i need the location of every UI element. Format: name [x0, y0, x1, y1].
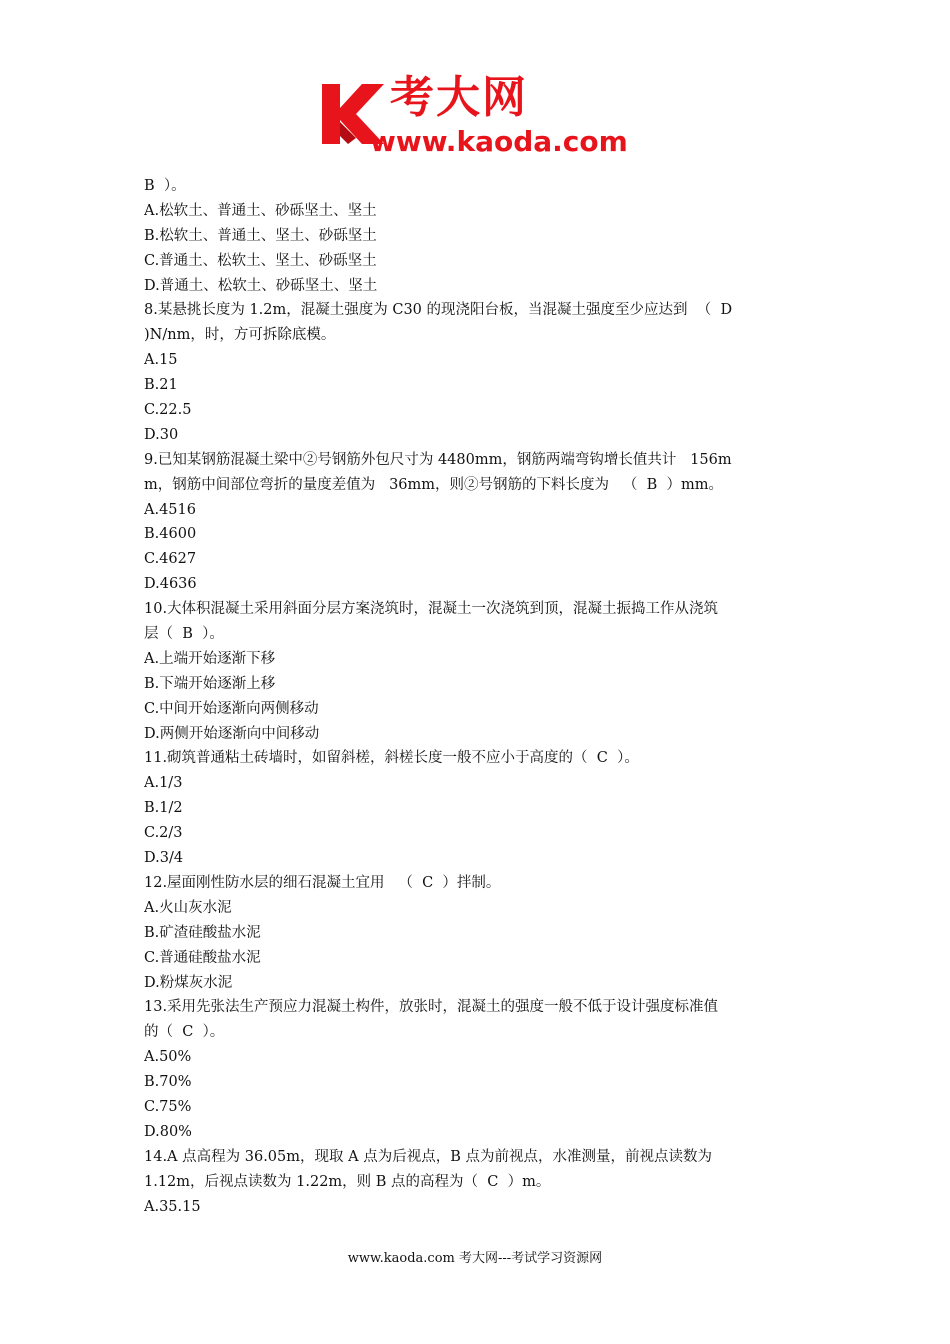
question-line: 13.采用先张法生产预应力混凝土构件，放张时，混凝土的强度一般不低于设计强度标准值 [144, 999, 719, 1016]
question-line: 1.12m，后视点读数为 1.22m，则 B 点的高程为（ C ）m。 [144, 1173, 551, 1190]
option-line: B.下端开始逐渐上移 [144, 675, 276, 692]
option-line: A.50% [144, 1049, 192, 1066]
option-line: C.中间开始逐渐向两侧移动 [144, 700, 319, 717]
question-line: 8.某悬挑长度为 1.2m，混凝土强度为 C30 的现浇阳台板，当混凝土强度至少应达到 （ D [144, 302, 733, 319]
option-line: A.4516 [144, 501, 196, 518]
question-line: 14.A 点高程为 36.05m，现取 A 点为后视点，B 点为前视点，水准测量，前视点读数为 [144, 1148, 712, 1165]
option-line: A.35.15 [144, 1198, 201, 1215]
option-line: B.矿渣硅酸盐水泥 [144, 924, 261, 941]
option-line: D.普通土、松软土、砂砾坚土、坚土 [144, 277, 378, 294]
option-line: C.75% [144, 1098, 192, 1115]
question-line: 层（ B ）。 [144, 626, 224, 643]
option-line: A.上端开始逐渐下移 [144, 650, 276, 667]
option-line: A.火山灰水泥 [144, 899, 232, 916]
option-line: D.两侧开始逐渐向中间移动 [144, 725, 320, 742]
question-line: m，钢筋中间部位弯折的量度差值为 36mm，则②号钢筋的下料长度为 （ B ）mm。 [144, 476, 723, 493]
question-line: 12.屋面刚性防水层的细石混凝土宜用 （ C ）拌制。 [144, 874, 501, 891]
option-line: A.松软土、普通土、砂砾坚土、坚土 [144, 202, 377, 219]
option-line: B.4600 [144, 526, 197, 543]
option-line: B.1/2 [144, 800, 183, 817]
option-line: D.3/4 [144, 850, 184, 867]
option-line: C.普通硅酸盐水泥 [144, 949, 261, 966]
option-line: C.4627 [144, 551, 197, 568]
question-line: 10.大体积混凝土采用斜面分层方案浇筑时，混凝土一次浇筑到顶，混凝土振捣工作从浇筑 [144, 601, 719, 618]
question-line: 的（ C ）。 [144, 1024, 225, 1041]
option-line: A.15 [144, 352, 178, 369]
option-line: B.松软土、普通土、坚土、砂砾坚土 [144, 227, 377, 244]
text-line: B ）。 [144, 178, 186, 194]
option-line: D.30 [144, 426, 179, 443]
kaoda-logo [318, 72, 640, 162]
question-line: )N/nm，时，方可拆除底模。 [144, 327, 336, 344]
option-line: A.1/3 [144, 775, 183, 792]
question-line: 9.已知某钢筋混凝土梁中②号钢筋外包尺寸为 4480mm，钢筋两端弯钩增长值共计 156m [144, 451, 732, 468]
logo-brand-text: 考大网 [390, 72, 528, 123]
option-line: D.80% [144, 1123, 192, 1140]
document-body [144, 174, 810, 1219]
option-line: D.4636 [144, 576, 197, 593]
page-footer: www.kaoda.com 考大网---考试学习资源网 [347, 1251, 603, 1266]
option-line: C.22.5 [144, 402, 192, 419]
option-line: C.普通土、松软土、坚土、砂砾坚土 [144, 252, 377, 269]
option-line: C.2/3 [144, 825, 183, 842]
option-line: D.粉煤灰水泥 [144, 974, 233, 991]
logo-url-text: www.kaoda.com [370, 125, 628, 158]
question-line: 11.砌筑普通粘土砖墙时，如留斜槎，斜槎长度一般不应小于高度的（ C ）。 [144, 750, 639, 767]
option-line: B.21 [144, 377, 178, 394]
option-line: B.70% [144, 1074, 192, 1091]
